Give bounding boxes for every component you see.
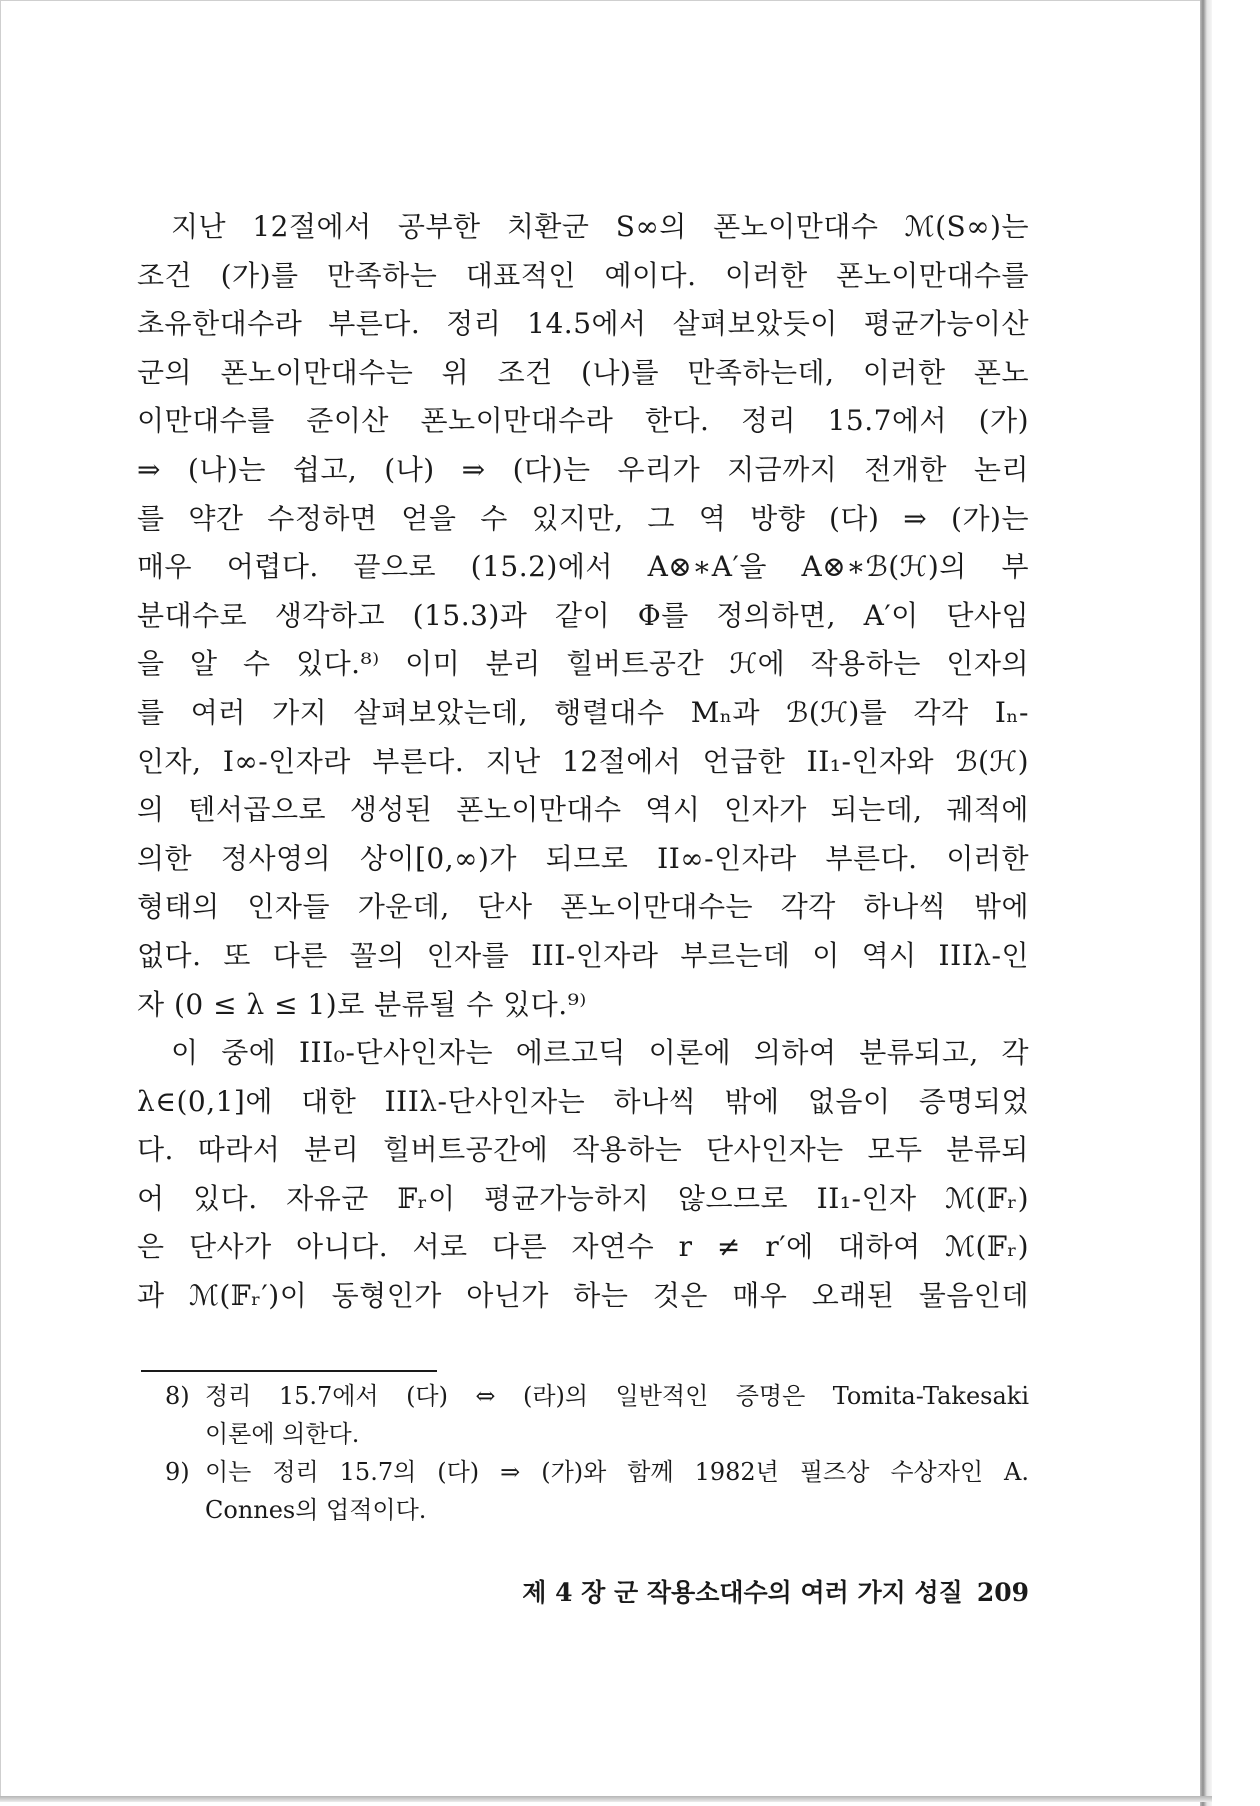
- footnote-mark: 9): [165, 1458, 190, 1486]
- text-line-row: [137, 786, 1029, 835]
- text-line-row: [137, 446, 1029, 495]
- footnote-text: [205, 1453, 1029, 1529]
- text-line: 조건 (가)를 만족하는 대표적인 예이다. 이러한 폰노이만대수를: [137, 258, 1029, 292]
- text-line-row: [137, 1175, 1029, 1224]
- footnote-line: 이는 정리 15.7의 (다) ⇒ (가)와 함께 1982년 필즈상 수상자인 A.: [205, 1458, 1029, 1486]
- text-line-row: [137, 495, 1029, 544]
- text-line: 을 알 수 있다.⁸⁾ 이미 분리 힐버트공간 ℋ에 작용하는 인자의: [137, 647, 1029, 681]
- text-line-row: [137, 689, 1029, 738]
- footnote-8: [165, 1377, 1029, 1453]
- footnote-line: Connes의 업적이다.: [205, 1496, 427, 1524]
- footnote-divider: [141, 1370, 437, 1372]
- text-line-row: [137, 883, 1029, 932]
- text-line: 를 여러 가지 살펴보았는데, 행렬대수 Mₙ과 ℬ(ℋ)를 각각 Iₙ-: [137, 695, 1029, 729]
- text-line: 의 텐서곱으로 생성된 폰노이만대수 역시 인자가 되는데, 궤적에: [137, 793, 1029, 827]
- text-line: 다. 따라서 분리 힐버트공간에 작용하는 단사인자는 모두 분류되: [137, 1133, 1029, 1167]
- text-line-row: [137, 397, 1029, 446]
- page-edge-shadow: [1200, 0, 1212, 1806]
- text-line: 형태의 인자들 가운데, 단사 폰노이만대수는 각각 하나씩 밖에: [137, 890, 1029, 924]
- text-line-row: [137, 981, 1029, 1030]
- running-footer: [481, 1575, 1029, 1611]
- text-line: 이만대수를 준이산 폰노이만대수라 한다. 정리 15.7에서 (가): [137, 404, 1029, 438]
- page-bottom-shadow: [0, 1796, 1212, 1802]
- text-line: 자 (0 ≤ λ ≤ 1)로 분류될 수 있다.⁹⁾: [137, 987, 587, 1021]
- text-line: 매우 어렵다. 끝으로 (15.2)에서 A⊗∗A′을 A⊗∗ℬ(ℋ)의 부: [137, 550, 1029, 584]
- text-line: 를 약간 수정하면 얻을 수 있지만, 그 역 방향 (다) ⇒ (가)는: [137, 501, 1029, 535]
- text-line-row: [137, 1223, 1029, 1272]
- main-text: [137, 203, 1029, 1321]
- text-line: 인자, I∞-인자라 부른다. 지난 12절에서 언급한 II₁-인자와 ℬ(ℋ): [137, 744, 1029, 778]
- text-line-row: [137, 640, 1029, 689]
- text-line: 이 중에 III₀-단사인자는 에르고딕 이론에 의하여 분류되고, 각: [171, 1036, 1029, 1070]
- paragraph-1: [137, 203, 1029, 252]
- footnote-line: 정리 15.7에서 (다) ⇔ (라)의 일반적인 증명은 Tomita-Takesaki: [205, 1382, 1029, 1410]
- text-line: 지난 12절에서 공부한 치환군 S∞의 폰노이만대수 ℳ(S∞)는: [171, 210, 1029, 243]
- text-line-row: [137, 738, 1029, 787]
- text-line: 의한 정사영의 상이[0,∞)가 되므로 II∞-인자라 부른다. 이러한: [137, 841, 1029, 875]
- footnote-line: 이론에 의한다.: [205, 1420, 360, 1448]
- text-line: 과 ℳ(𝔽ᵣ′)이 동형인가 아닌가 하는 것은 매우 오래된 물음인데: [137, 1279, 1029, 1313]
- text-line: 군의 폰노이만대수는 위 조건 (나)를 만족하는데, 이러한 폰노: [137, 355, 1029, 389]
- text-line-row: [137, 592, 1029, 641]
- footnote-mark: 8): [165, 1382, 190, 1410]
- text-line-row: [137, 835, 1029, 884]
- text-line: 없다. 또 다른 꼴의 인자를 III-인자라 부르는데 이 역시 IIIλ-인: [137, 938, 1029, 972]
- footnotes: [165, 1377, 1029, 1529]
- text-line-row: [137, 1078, 1029, 1127]
- text-line: λ∈(0,1]에 대한 IIIλ-단사인자는 하나씩 밖에 없음이 증명되었: [137, 1084, 1029, 1118]
- text-line: 분대수로 생각하고 (15.3)과 같이 Φ를 정의하면, A′이 단사임: [137, 598, 1029, 632]
- text-line-row: [137, 932, 1029, 981]
- page-number: 209: [976, 1578, 1029, 1607]
- text-line-row: [137, 543, 1029, 592]
- text-line-row: [137, 1272, 1029, 1321]
- text-line-row: [137, 349, 1029, 398]
- footnote-text: [205, 1377, 1029, 1453]
- text-line-row: [137, 1126, 1029, 1175]
- text-line-row: [137, 252, 1029, 301]
- paragraph-2: [137, 1029, 1029, 1078]
- text-line: ⇒ (나)는 쉽고, (나) ⇒ (다)는 우리가 지금까지 전개한 논리: [137, 452, 1029, 486]
- text-line: 초유한대수라 부른다. 정리 14.5에서 살펴보았듯이 평균가능이산: [137, 307, 1029, 341]
- text-line: 은 단사가 아니다. 서로 다른 자연수 r ≠ r′에 대하여 ℳ(𝔽ᵣ): [137, 1230, 1029, 1264]
- text-line: 어 있다. 자유군 𝔽ᵣ이 평균가능하지 않으므로 II₁-인자 ℳ(𝔽ᵣ): [137, 1181, 1029, 1215]
- text-line-row: [137, 300, 1029, 349]
- footnote-9: [165, 1453, 1029, 1529]
- chapter-title: 제 4 장 군 작용소대수의 여러 가지 성질: [522, 1578, 963, 1607]
